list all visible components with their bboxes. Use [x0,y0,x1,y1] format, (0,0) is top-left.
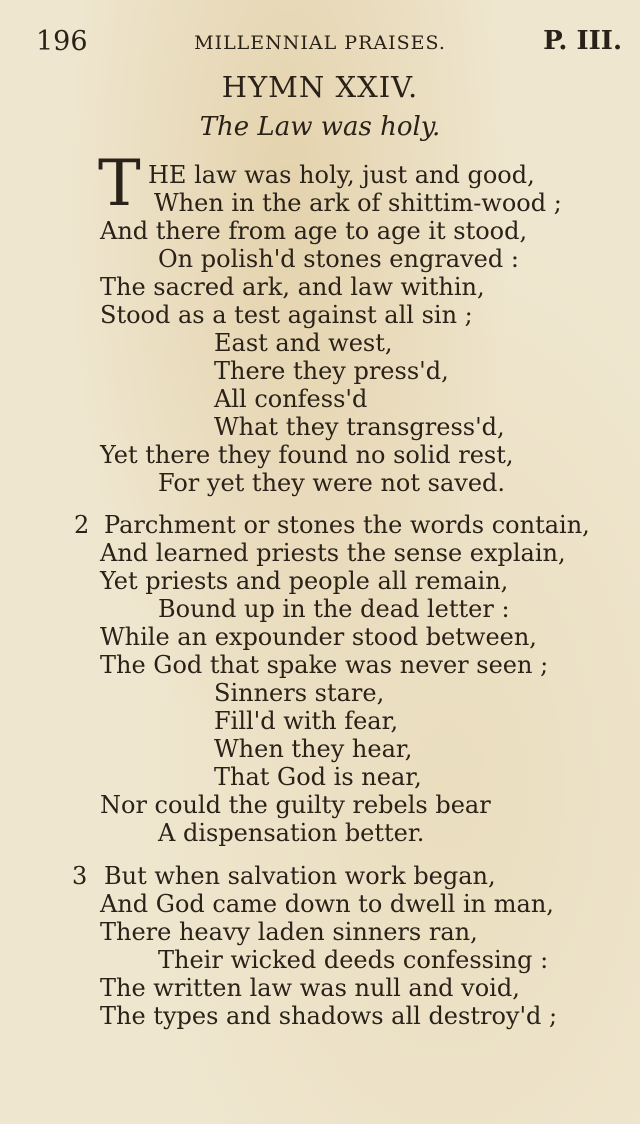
verse-line: A dispensation better. [158,819,425,847]
verse-line: The written law was null and void, [100,974,520,1002]
verse-line: The types and shadows all destroy'd ; [100,1002,558,1030]
verse-line: And learned priests the sense explain, [100,539,566,567]
hymn-title: HYMN XXIV. [221,70,419,104]
drop-cap: T [98,147,141,221]
verse-line: And there from age to age it stood, [100,217,528,245]
verse-line: When in the ark of shittim-wood ; [154,189,562,217]
verse-line: Sinners stare, [214,679,385,707]
verse-line: Bound up in the dead letter : [158,595,510,623]
page-number: 196 [36,26,88,57]
verse-line: The sacred ark, and law within, [100,273,485,301]
stanza-number: 3 [72,862,88,890]
hymn-subtitle: The Law was holy. [199,112,441,142]
verse-line: Yet priests and people all remain, [100,567,509,595]
verse-line: The God that spake was never seen ; [100,651,549,679]
verse-line: Nor could the guilty rebels bear [100,791,491,819]
verse-line: Fill'd with fear, [214,707,399,735]
verse-line: That God is near, [214,763,422,791]
verse-line: Their wicked deeds confessing : [158,946,549,974]
part-label: P. III. [543,26,622,56]
running-title: MILLENNIAL PRAISES. [194,32,446,54]
verse-line: Stood as a test against all sin ; [100,301,473,329]
verse-line: All confess'd [214,385,368,413]
verse-line: And God came down to dwell in man, [100,890,554,918]
verse-line: Yet there they found no solid rest, [100,441,514,469]
verse-line: There they press'd, [214,357,449,385]
page-header [0,26,640,62]
verse-line: But when salvation work began, [104,862,496,890]
stanza-number: 2 [74,511,90,539]
verse-line: While an expounder stood between, [100,623,537,651]
verse-line: There heavy laden sinners ran, [100,918,478,946]
verse-line: Parchment or stones the words contain, [104,511,590,539]
verse-line: On polish'd stones engraved : [158,245,519,273]
verse-line: HE law was holy, just and good, [148,161,535,189]
verse-line: When they hear, [214,735,413,763]
verse-line: East and west, [214,329,393,357]
verse-line: What they transgress'd, [214,413,505,441]
verse-line: For yet they were not saved. [158,469,506,497]
